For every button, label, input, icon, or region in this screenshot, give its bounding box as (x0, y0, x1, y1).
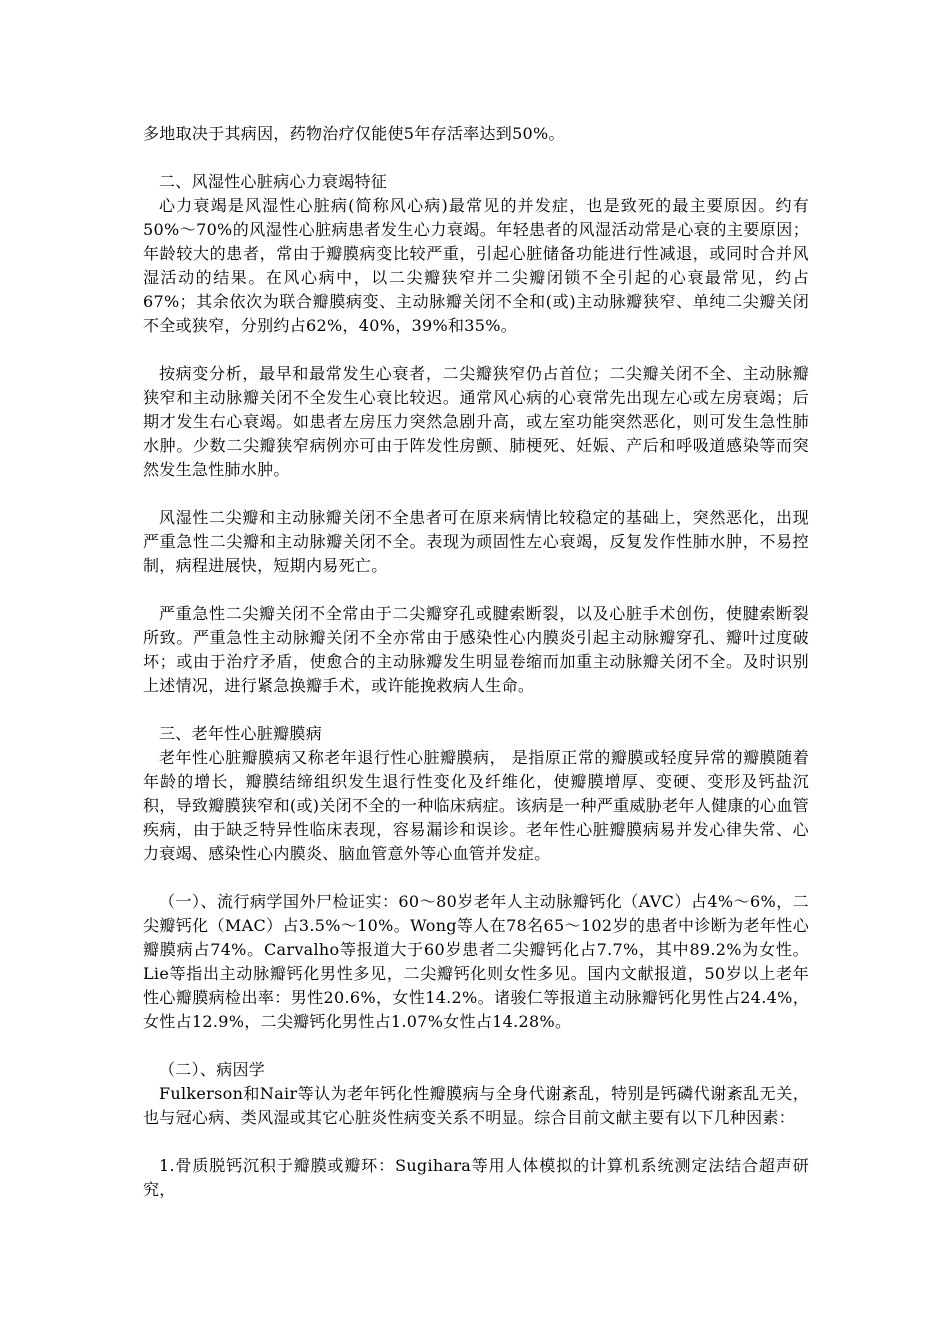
paragraph-severe-acute-insufficiency: 严重急性二尖瓣关闭不全常由于二尖瓣穿孔或腱索断裂，以及心脏手术创伤，使腱索断裂所致。严重急性主动脉瓣关闭不全亦常由于感染性心内膜炎引起主动脉瓣穿孔、瓣叶过度破坏；或由于治疗矛盾，使愈合的主动脉瓣发生明显卷缩而加重主动脉瓣关闭不全。及时识别上述情况，进行紧急换瓣手术，或许能挽救病人生命。 (143, 604, 809, 695)
paragraph-acute-regurgitation: 风湿性二尖瓣和主动脉瓣关闭不全患者可在原来病情比较稳定的基础上，突然恶化，出现严重急性二尖瓣和主动脉瓣关闭不全。表现为顽固性左心衰竭，反复发作性肺水肿，不易控制，病程进展快，短期内易死亡。 (143, 508, 809, 575)
subsection-heading-etiology: （二）、病因学 (159, 1060, 266, 1079)
spacer (143, 698, 809, 722)
paragraph-senile-valvular-definition: 老年性心脏瓣膜病又称老年退行性心脏瓣膜病， 是指原正常的瓣膜或轻度异常的瓣膜随着年龄的增长，瓣膜结缔组织发生退行性变化及纤维化，使瓣膜增厚、变硬、变形及钙盐沉积，导致瓣膜狭窄和(或)关闭不全的一种临床病症。该病是一种严重威胁老年人健康的心血管疾病，由于缺乏特异性临床表现，容易漏诊和误诊。老年性心脏瓣膜病易并发心律失常、心力衰竭、感染性心内膜炎、脑血管意外等心血管并发症。 (143, 748, 809, 863)
spacer (143, 1034, 809, 1058)
spacer (143, 866, 809, 890)
spacer (143, 1130, 809, 1154)
spacer (143, 338, 809, 362)
paragraph-intro-tail: 多地取决于其病因，药物治疗仅能使5年存活率达到50%。 (143, 124, 565, 143)
spacer (143, 482, 809, 506)
section-heading-senile-valvular: 三、老年性心脏瓣膜病 (159, 724, 323, 743)
paragraph-epidemiology: （一）、流行病学国外尸检证实：60～80岁老年人主动脉瓣钙化（AVC）占4%～6%，二尖瓣钙化（MAC）占3.5%～10%。Wong等人在78名65～102岁的患者中诊断为老年性心瓣膜病占74%。Carvalho等报道大于60岁患者二尖瓣钙化占7.7%，其中89.2%为女性。Lie等指出主动脉瓣钙化男性多见，二尖瓣钙化则女性多见。国内文献报道，50岁以上老年性心瓣膜病检出率：男性20.6%，女性14.2%。诸骏仁等报道主动脉瓣钙化男性占24.4%，女性占12.9%，二尖瓣钙化男性占1.07%女性占14.28%。 (143, 892, 809, 1031)
document-body (143, 122, 809, 1202)
paragraph-etiology-item-1: 1.骨质脱钙沉积于瓣膜或瓣环：Sugihara等用人体模拟的计算机系统测定法结合超声研究， (143, 1156, 809, 1199)
paragraph-rheumatic-heart-failure: 心力衰竭是风湿性心脏病(简称风心病)最常见的并发症，也是致死的最主要原因。约有50%～70%的风湿性心脏病患者发生心力衰竭。年轻患者的风湿活动常是心衰的主要原因；年龄较大的患者，常由于瓣膜病变比较严重，引起心脏储备功能进行性减退，或同时合并风湿活动的结果。在风心病中，以二尖瓣狭窄并二尖瓣闭锁不全引起的心衰最常见，约占67%；其余依次为联合瓣膜病变、主动脉瓣关闭不全和(或)主动脉瓣狭窄、单纯二尖瓣关闭不全或狭窄，分别约占62%，40%，39%和35%。 (143, 196, 809, 335)
spacer (143, 146, 809, 170)
paragraph-lesion-analysis: 按病变分析，最早和最常发生心衰者，二尖瓣狭窄仍占首位；二尖瓣关闭不全、主动脉瓣狭窄和主动脉瓣关闭不全发生心衰比较迟。通常风心病的心衰常先出现左心或左房衰竭；后期才发生右心衰竭。如患者左房压力突然急剧升高，或左室功能突然恶化，则可发生急性肺水肿。少数二尖瓣狭窄病例亦可由于阵发性房颤、肺梗死、妊娠、产后和呼吸道感染等而突然发生急性肺水肿。 (143, 364, 809, 479)
section-heading-rheumatic: 二、风湿性心脏病心力衰竭特征 (159, 172, 388, 191)
paragraph-etiology-overview: Fulkerson和Nair等认为老年钙化性瓣膜病与全身代谢紊乱，特别是钙磷代谢紊乱无关，也与冠心病、类风湿或其它心脏炎性病变关系不明显。综合目前文献主要有以下几种因素： (143, 1084, 809, 1127)
spacer (143, 578, 809, 602)
